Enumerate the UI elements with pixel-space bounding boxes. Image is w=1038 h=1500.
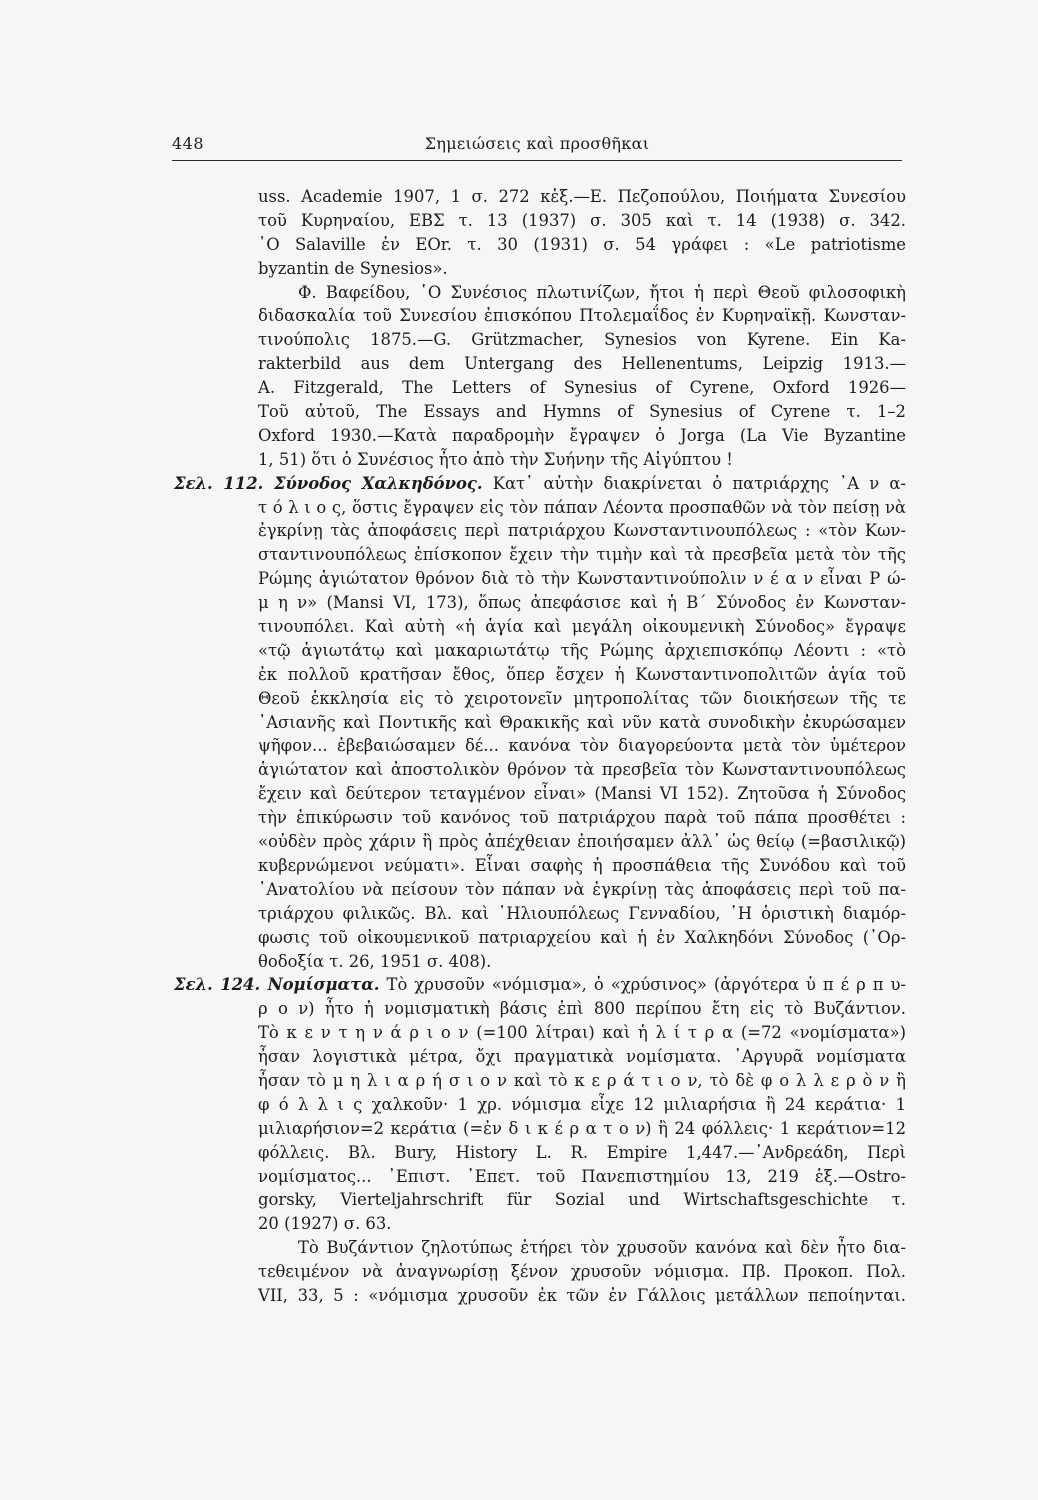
text-line	[174, 806, 906, 830]
line-text: νομίσματος... ᾿Επιστ. ᾿Επετ. τοῦ Πανεπιστημίου 13, 219 ἑξ.—Ostro-	[258, 1166, 906, 1186]
text-line	[174, 519, 906, 543]
text-line	[174, 281, 906, 305]
text-line	[174, 782, 906, 806]
line-text: μ η ν» (Mansi VI, 173), ὅπως ἀπεφάσισε καὶ ἡ Β΄ Σύνοδος ἐν Κωνσταν-	[258, 593, 906, 613]
text-line	[174, 304, 906, 328]
line-text: uss. Academie 1907, 1 σ. 272 κἑξ.—E. Πεζοπούλου, Ποιήματα Συνεσίου	[258, 187, 906, 206]
line-text: Τοῦ αὐτοῦ, The Essays and Hymns of Synesius of Cyrene τ. 1–2	[258, 402, 906, 422]
text-line	[174, 567, 906, 591]
line-text: κυβερνώμενοι νεύματι». Εἶναι σαφὴς ἡ προσπάθεια τῆς Συνόδου καὶ τοῦ	[258, 855, 906, 875]
lemma-line	[174, 973, 906, 997]
line-text: τινουπόλει. Καὶ αὐτὴ «ἡ ἁγία καὶ μεγάλη οἰκουμενικὴ Σύνοδος» ἔγραψε	[258, 617, 906, 637]
text-line	[174, 902, 906, 926]
text-line	[174, 639, 906, 663]
running-title: Σημειώσεις καὶ προσθῆκαι	[424, 134, 650, 153]
text-line	[174, 1141, 906, 1165]
text-line	[174, 233, 906, 257]
line-text: φόλλεις. Βλ. Bury, History L. R. Empire 1,447.—᾿Ανδρεάδη, Περὶ	[258, 1142, 906, 1162]
line-text: ἐγκρίνῃ τὰς ἀποφάσεις περὶ πατριάρχου Κωνσταντινουπόλεως : «τὸν Κων-	[258, 521, 906, 541]
text-line	[174, 1117, 906, 1141]
text-line	[174, 376, 906, 400]
line-text: ἐκ πολλοῦ κρατῆσαν ἔθος, ὅπερ ἔσχεν ἡ Κωνσταντινοπολιτῶν ἁγία τοῦ	[258, 664, 906, 684]
line-text: Τὸ Βυζάντιον ζηλοτύπως ἐτήρει τὸν χρυσοῦν κανόνα καὶ δὲν ἦτο δια-	[298, 1238, 906, 1258]
lemma-line	[174, 472, 906, 496]
text-line	[174, 185, 906, 209]
line-text: ἦσαν λογιστικὰ μέτρα, ὄχι πραγματικὰ νομίσματα. ᾿Αργυρᾶ νομίσματα	[258, 1047, 906, 1067]
line-text: VII, 33, 5 : «νόμισμα χρυσοῦν ἐκ τῶν ἐν Γάλλοις μετάλλων πεποίηνται.	[258, 1285, 906, 1305]
lemma-heading: Σελ. 124. Νομίσματα.	[174, 975, 380, 995]
text-line	[174, 663, 906, 687]
line-text: διδασκαλία τοῦ Συνεσίου ἐπισκόπου Πτολεμαΐδος ἐν Κυρηναϊκῇ. Κωνσταν-	[258, 306, 906, 326]
text-line	[174, 1260, 906, 1284]
text-line	[174, 257, 906, 281]
text-line	[174, 543, 906, 567]
text-line	[174, 1093, 906, 1117]
line-text: 1, 51) ὅτι ὁ Συνέσιος ἦτο ἀπὸ τὴν Συήνην τῆς Αἰγύπτου !	[258, 449, 733, 469]
text-line	[174, 830, 906, 854]
line-text: Τὸ χρυσοῦν «νόμισμα», ὁ «χρύσινος» (ἀργότερα ὑ π έ ρ π υ-	[379, 975, 906, 995]
text-line	[174, 209, 906, 233]
text-line	[174, 950, 906, 974]
text-line	[174, 591, 906, 615]
text-line	[174, 496, 906, 520]
text-line	[174, 734, 906, 758]
line-text: A. Fitzgerald, The Letters of Synesius of Cyrene, Oxford 1926—	[258, 378, 906, 398]
text-line	[174, 1188, 906, 1212]
line-text: φ ό λ λ ι ς χαλκοῦν· 1 χρ. νόμισμα εἶχε 12 μιλιαρήσια ἢ 24 κεράτια· 1	[258, 1094, 906, 1114]
line-text: Ρώμης ἁγιώτατον θρόνον διὰ τὸ τὴν Κωνσταντινούπολιν ν έ α ν εἶναι Ρ ώ-	[258, 569, 906, 589]
line-text: τινούπολις 1875.—G. Grützmacher, Synesios von Kyrene. Ein Ka-	[258, 330, 906, 350]
line-text: 20 (1927) σ. 63.	[258, 1214, 392, 1234]
page-header	[172, 132, 902, 161]
text-line	[174, 758, 906, 782]
line-text: gorsky, Vierteljahrschrift für Sozial und Wirtschaftsgeschichte τ.	[258, 1190, 906, 1210]
line-text: τεθειμένον νὰ ἀναγνωρίσῃ ξένον χρυσοῦν νόμισμα. Πβ. Προκοπ. Πολ.	[258, 1262, 906, 1282]
text-line	[174, 615, 906, 639]
line-text: ἦσαν τὸ μ η λ ι α ρ ή σ ι ο ν καὶ τὸ κ ε ρ ά τ ι ο ν, τὸ δὲ φ ο λ λ ε ρ ὸ ν ἢ	[258, 1070, 906, 1090]
text-line	[174, 448, 906, 472]
text-line	[174, 878, 906, 902]
line-text: ἁγιώτατον καὶ ἀποστολικὸν θρόνον τὰ πρεσβεῖα τὸν Κωνσταντινουπόλεως	[258, 760, 906, 780]
line-text: ῾Ο Salaville ἐν EOr. τ. 30 (1931) σ. 54 γράφει : «Le patriotisme	[258, 234, 906, 254]
text-line	[174, 997, 906, 1021]
text-line	[174, 1069, 906, 1093]
text-line	[174, 328, 906, 352]
text-line	[174, 1045, 906, 1069]
line-text: ψῆφον... ἐβεβαιώσαμεν δέ... κανόνα τὸν διαγορεύοντα μετὰ τὸν ὑμέτερον	[258, 736, 906, 756]
line-text: Oxford 1930.—Κατὰ παραδρομὴν ἔγραψεν ὁ Jorga (La Vie Byzantine	[258, 425, 906, 445]
line-text: σταντινουπόλεως ἐπίσκοπον ἔχειν τὴν τιμὴν καὶ τὰ πρεσβεῖα μετὰ τὸν τῆς	[258, 545, 906, 565]
text-line	[174, 1284, 906, 1308]
line-text: ἔχειν καὶ δεύτερον τεταγμένον εἶναι» (Mansi VI 152). Ζητοῦσα ἡ Σύνοδος	[258, 784, 906, 804]
text-line	[174, 1212, 906, 1236]
text-line	[174, 926, 906, 950]
text-line	[174, 1165, 906, 1189]
line-text: Θεοῦ ἐκκλησία εἰς τὸ χειροτονεῖν μητροπολίτας τῶν διοικήσεων τῆς τε	[258, 688, 906, 708]
line-text: rakterbild aus dem Untergang des Hellenentums, Leipzig 1913.—	[258, 354, 906, 374]
text-line	[174, 1021, 906, 1045]
line-text: φωσις τοῦ οἰκουμενικοῦ πατριαρχείου καὶ ἡ ἐν Χαλκηδόνι Σύνοδος (᾿Ορ-	[258, 927, 906, 947]
line-text: τοῦ Κυρηναίου, ΕΒΣ τ. 13 (1937) σ. 305 καὶ τ. 14 (1938) σ. 342.	[258, 210, 906, 230]
line-text: Τὸ κ ε ν τ η ν ά ρ ι ο ν (=100 λίτραι) καὶ ἡ λ ί τ ρ α (=72 «νομίσματα»)	[258, 1023, 906, 1043]
text-line	[174, 687, 906, 711]
line-text: «τῷ ἁγιωτάτῳ καὶ μακαριωτάτῳ τῆς Ρώμης ἀρχιεπισκόπῳ Λέοντι : «τὸ	[258, 640, 906, 660]
line-text: μιλιαρήσιον=2 κεράτια (=ἐν δ ι κ έ ρ α τ ο ν) ἢ 24 φόλλεις· 1 κεράτιον=12	[258, 1118, 906, 1138]
page-body	[174, 185, 906, 1308]
line-text: «οὐδὲν πρὸς χάριν ἢ πρὸς ἀπέχθειαν ἐποιήσαμεν ἀλλ᾿ ὡς θείῳ (=βασιλικῷ)	[258, 832, 906, 852]
page-number: 448	[172, 134, 205, 153]
text-line	[174, 352, 906, 376]
line-text: Φ. Βαφείδου, ῾Ο Συνέσιος πλωτινίζων, ἤτοι ἡ περὶ Θεοῦ φιλοσοφικὴ	[298, 282, 906, 302]
line-text: τ ό λ ι ο ς, ὅστις ἔγραψεν εἰς τὸν πάπαν Λέοντα προσπαθῶν νὰ τὸν πείσῃ νὰ	[258, 497, 906, 517]
line-text: τὴν ἐπικύρωσιν τοῦ κανόνος τοῦ πατριάρχου παρὰ τοῦ πάπα προσθέτει :	[258, 808, 906, 828]
text-line	[174, 400, 906, 424]
line-text: ᾿Ασιανῆς καὶ Ποντικῆς καὶ Θρακικῆς καὶ νῦν κατὰ συνοδικὴν ἐκυρώσαμεν	[258, 712, 906, 732]
lemma-heading: Σελ. 112. Σύνοδος Χαλκηδόνος.	[174, 473, 483, 493]
line-text: ᾿Ανατολίου νὰ πείσουν τὸν πάπαν νὰ ἐγκρίνῃ τὰς ἀποφάσεις περὶ τοῦ πα-	[258, 879, 906, 899]
line-text: τριάρχου φιλικῶς. Βλ. καὶ ῾Ηλιουπόλεως Γενναδίου, ῾Η ὁριστικὴ διαμόρ-	[258, 903, 906, 923]
line-text: θοδοξία τ. 26, 1951 σ. 408).	[258, 951, 492, 971]
line-text: ρ ο ν) ἦτο ἡ νομισματικὴ βάσις ἐπὶ 800 περίπου ἔτη εἰς τὸ Βυζάντιον.	[258, 999, 906, 1019]
text-line	[174, 711, 906, 735]
line-text: byzantin de Synesios».	[258, 258, 448, 278]
text-line	[174, 854, 906, 878]
line-text: Κατ᾿ αὐτὴν διακρίνεται ὁ πατριάρχης ᾿Α ν α-	[482, 473, 906, 493]
text-line	[174, 1236, 906, 1260]
text-line	[174, 424, 906, 448]
